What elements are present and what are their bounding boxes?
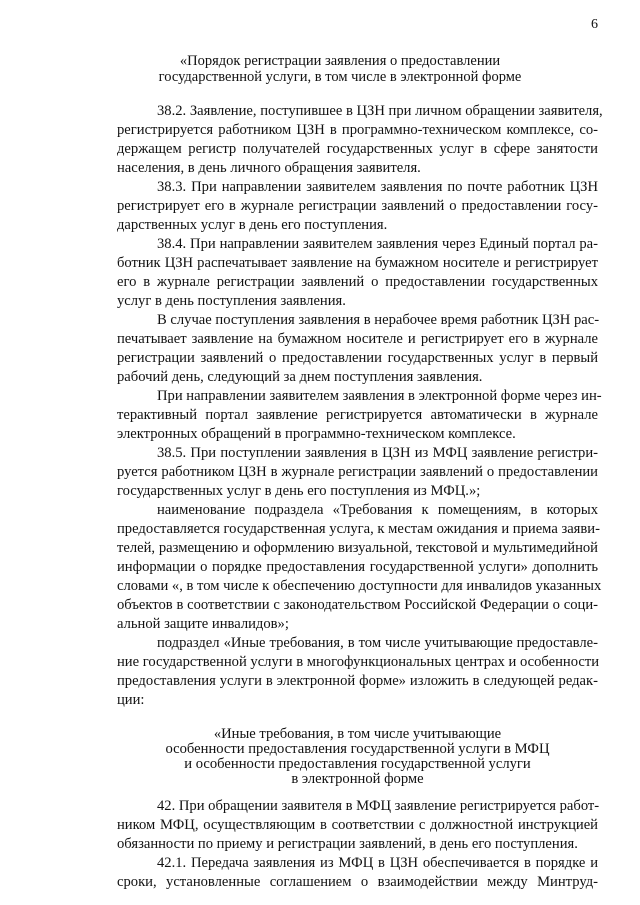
text-line: печатывает заявление на бумажном носителе и регистрирует его в журнале: [117, 331, 598, 347]
text-line: телей, размещению и оформлению визуальной, текстовой и мультимедийной: [117, 540, 598, 556]
text-line: предоставляется государственная услуга, к местам ожидания и приема заяви-: [117, 521, 600, 537]
text-line: рабочий день, следующий за днем поступления заявления.: [117, 369, 483, 385]
text-line: электронных обращений в программно-техническом комплексе.: [117, 426, 516, 442]
text-line: 38.3. При направлении заявителем заявления по почте работник ЦЗН: [157, 179, 598, 195]
subsection-title-line-2: особенности предоставления государственной услуги в МФЦ: [165, 741, 550, 757]
text-line: услуг в день поступления заявления.: [117, 293, 346, 309]
text-line: 42.1. Передача заявления из МФЦ в ЦЗН обеспечивается в порядке и: [157, 855, 598, 871]
text-line: информации о порядке предоставления государственной услуги» дополнить: [117, 559, 598, 575]
section-title-line-2: государственной услуги, в том числе в электронной форме: [158, 69, 522, 85]
text-line: государственных услуг в день его поступления из МФЦ.»;: [117, 483, 481, 499]
text-line: его в журнале регистрации заявлений о предоставлении государственных: [117, 274, 598, 290]
page-number: 6: [591, 17, 598, 32]
text-line: ции:: [117, 692, 145, 708]
text-line: сроки, установленные соглашением о взаимодействии между Минтруд-: [117, 874, 598, 890]
section-title-line-1: «Порядок регистрации заявления о предоставлении: [179, 53, 501, 69]
text-line: терактивный портал заявление регистрируется автоматически в журнале: [117, 407, 598, 423]
text-line: словами «, в том числе к обеспечению доступности для инвалидов указанных: [117, 578, 602, 594]
text-line: регистрации заявлений о предоставлении государственных услуг в первый: [117, 350, 598, 366]
subsection-title-line-4: в электронной форме: [291, 771, 424, 787]
text-line: дарственных услуг в день его поступления.: [117, 217, 388, 233]
text-line: 42. При обращении заявителя в МФЦ заявление регистрируется работ-: [157, 798, 600, 814]
text-line: 38.2. Заявление, поступившее в ЦЗН при личном обращении заявителя,: [157, 103, 603, 119]
text-line: регистрирует его в журнале регистрации заявлений о предоставлении госу-: [117, 198, 598, 214]
text-line: обязанности по приему и регистрации заявлений, в день его поступления.: [117, 836, 578, 852]
text-line: 38.4. При направлении заявителем заявления через Единый портал ра-: [157, 236, 598, 252]
text-line: подраздел «Иные требования, в том числе учитывающие предоставле-: [157, 635, 598, 651]
text-line: регистрируется работником ЦЗН в программно-техническом комплексе, со-: [117, 122, 598, 138]
text-line: При направлении заявителем заявления в электронной форме через ин-: [157, 388, 602, 404]
text-line: 38.5. При поступлении заявления в ЦЗН из МФЦ заявление регистри-: [157, 445, 598, 461]
text-line: альной защите инвалидов»;: [117, 616, 289, 632]
text-line: В случае поступления заявления в нерабочее время работник ЦЗН рас-: [157, 312, 600, 328]
text-line: ние государственной услуги в многофункциональных центрах и особенности: [117, 654, 600, 670]
text-line: держащем регистр получателей государственных услуг в сфере занятости: [117, 141, 598, 157]
text-line: наименование подраздела «Требования к помещениям, в которых: [157, 502, 598, 518]
text-line: населения, в день личного обращения заявителя.: [117, 160, 421, 176]
text-line: руется работником ЦЗН в журнале регистрации заявлений о предоставлении: [117, 464, 598, 480]
text-line: ботник ЦЗН распечатывает заявление на бумажном носителе и регистрирует: [117, 255, 598, 271]
text-line: предоставления услуги в электронной форме» изложить в следующей редак-: [117, 673, 598, 689]
text-line: объектов в соответствии с законодательством Российской Федерации о соци-: [117, 597, 598, 613]
text-line: ником МФЦ, осуществляющим в соответствии с должностной инструкцией: [117, 817, 598, 833]
subsection-title-line-3: и особенности предоставления государственной услуги: [184, 756, 531, 772]
subsection-title-line-1: «Иные требования, в том числе учитывающие: [213, 726, 502, 742]
